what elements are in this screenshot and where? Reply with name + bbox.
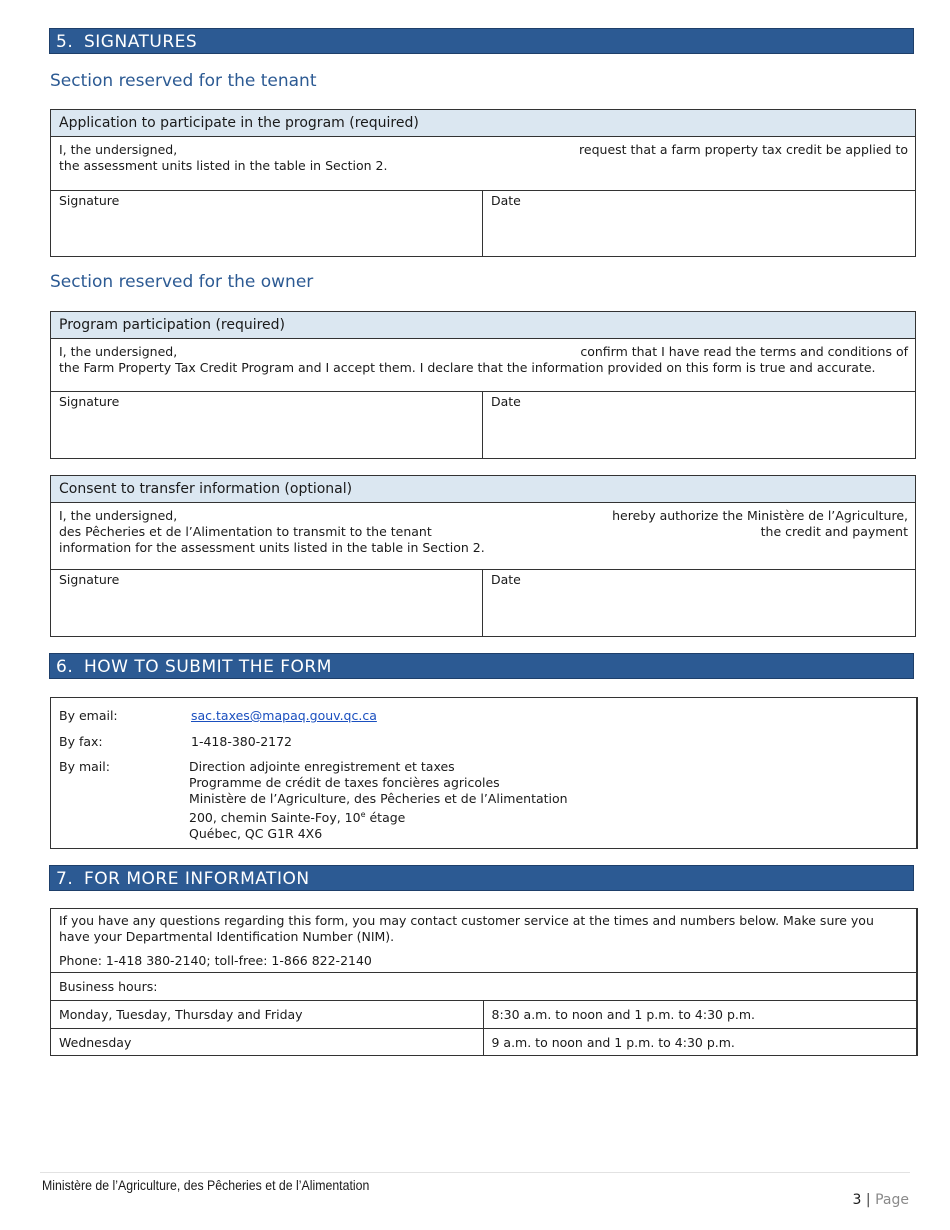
hours-days: Monday, Tuesday, Thursday and Friday xyxy=(51,1001,484,1028)
address-line: Direction adjointe enregistrement et taxes xyxy=(189,759,455,774)
section-number: 5. xyxy=(56,32,74,52)
tenant-signature-row xyxy=(51,191,915,256)
mail-label: By mail: xyxy=(59,759,110,774)
submit-box xyxy=(50,697,918,849)
section-title: SIGNATURES xyxy=(84,32,198,52)
consent-date-field[interactable] xyxy=(483,570,915,636)
owner-line2: the Farm Property Tax Credit Program and I accept them. I declare that the information provided on this form is true and accurate. xyxy=(59,360,876,375)
tenant-request-text: request that a farm property tax credit be applied to xyxy=(579,142,908,157)
footer-ministry: Ministère de l’Agriculture, des Pêcheries et de l’Alimentation xyxy=(42,1177,370,1193)
tenant-line2: the assessment units listed in the table in Section 2. xyxy=(59,158,388,173)
consent-line2-left: des Pêcheries et de l’Alimentation to transmit to the tenant xyxy=(59,524,432,539)
tenant-undersigned-label: I, the undersigned, xyxy=(59,142,178,157)
owner-box-header: Program participation (required) xyxy=(51,312,915,339)
floor-suffix: étage xyxy=(365,810,406,826)
tenant-signature-field[interactable] xyxy=(51,191,483,256)
address-street: 200, chemin Sainte-Foy, 10 xyxy=(189,810,361,826)
info-intro: If you have any questions regarding this form, you may contact customer service at the times and numbers below. Make sure you have your Departmental Identification Number (NIM). xyxy=(59,913,874,944)
consent-box xyxy=(50,475,916,637)
owner-date-field[interactable] xyxy=(483,392,915,458)
signature-label: Signature xyxy=(59,572,120,587)
date-label: Date xyxy=(491,572,521,587)
tenant-subtitle: Section reserved for the tenant xyxy=(50,71,317,91)
section-title: HOW TO SUBMIT THE FORM xyxy=(84,657,332,677)
date-label: Date xyxy=(491,394,521,409)
signature-label: Signature xyxy=(59,394,120,409)
page-footer xyxy=(853,1192,909,1208)
page-number: 3 xyxy=(852,1192,862,1208)
hours-time: 9 a.m. to noon and 1 p.m. to 4:30 p.m. xyxy=(491,1035,735,1050)
section-header-info xyxy=(49,865,914,891)
address-line: Québec, QC G1R 4X6 xyxy=(189,826,323,842)
owner-subtitle: Section reserved for the owner xyxy=(50,272,314,292)
section-header-submit xyxy=(49,653,914,679)
business-hours-label: Business hours: xyxy=(51,973,916,1001)
email-link[interactable]: sac.taxes@mapaq.gouv.qc.ca xyxy=(191,708,377,723)
footer-divider xyxy=(40,1172,910,1173)
consent-signature-row xyxy=(51,570,915,636)
fax-number: 1-418-380-2172 xyxy=(191,734,293,749)
owner-signature-row xyxy=(51,392,915,458)
address-line xyxy=(189,807,568,826)
consent-line3: information for the assessment units listed in the table in Section 2. xyxy=(59,540,485,555)
mail-address xyxy=(189,759,568,842)
consent-signature-field[interactable] xyxy=(51,570,483,636)
consent-authorize-text: hereby authorize the Ministère de l’Agriculture, xyxy=(612,508,908,523)
tenant-declaration xyxy=(51,137,915,191)
signature-label: Signature xyxy=(59,193,120,208)
section-header-signatures xyxy=(49,28,914,54)
fax-label: By fax: xyxy=(59,734,103,749)
address-line: Programme de crédit de taxes foncières agricoles xyxy=(189,775,500,790)
page-separator: | xyxy=(865,1192,871,1208)
consent-line2-right: the credit and payment xyxy=(760,524,908,539)
owner-participation-box xyxy=(50,311,916,459)
tenant-box-header: Application to participate in the program (required) xyxy=(51,110,915,137)
owner-undersigned-label: I, the undersigned, xyxy=(59,344,178,359)
address-line: Ministère de l’Agriculture, des Pêcheries et de l’Alimentation xyxy=(189,791,568,806)
section-number: 7. xyxy=(56,869,74,889)
consent-undersigned-label: I, the undersigned, xyxy=(59,508,178,523)
section-title: FOR MORE INFORMATION xyxy=(84,869,310,889)
consent-box-header: Consent to transfer information (optional) xyxy=(51,476,915,503)
info-phone: Phone: 1-418 380-2140; toll-free: 1-866 822-2140 xyxy=(59,953,372,968)
owner-confirm-text: confirm that I have read the terms and conditions of xyxy=(580,344,908,359)
info-box xyxy=(50,908,918,1056)
tenant-application-box xyxy=(50,109,916,257)
hours-days: Wednesday xyxy=(51,1029,484,1056)
tenant-date-field[interactable] xyxy=(483,191,915,256)
section-number: 6. xyxy=(56,657,74,677)
date-label: Date xyxy=(491,193,521,208)
info-intro-cell xyxy=(51,909,916,973)
page-label: Page xyxy=(875,1192,909,1208)
consent-declaration xyxy=(51,503,915,570)
hours-time: 8:30 a.m. to noon and 1 p.m. to 4:30 p.m. xyxy=(491,1007,756,1022)
hours-row xyxy=(51,1029,916,1056)
owner-declaration xyxy=(51,339,915,392)
owner-signature-field[interactable] xyxy=(51,392,483,458)
hours-row xyxy=(51,1001,916,1029)
email-label: By email: xyxy=(59,708,118,723)
floor-superscript: e xyxy=(360,810,366,819)
